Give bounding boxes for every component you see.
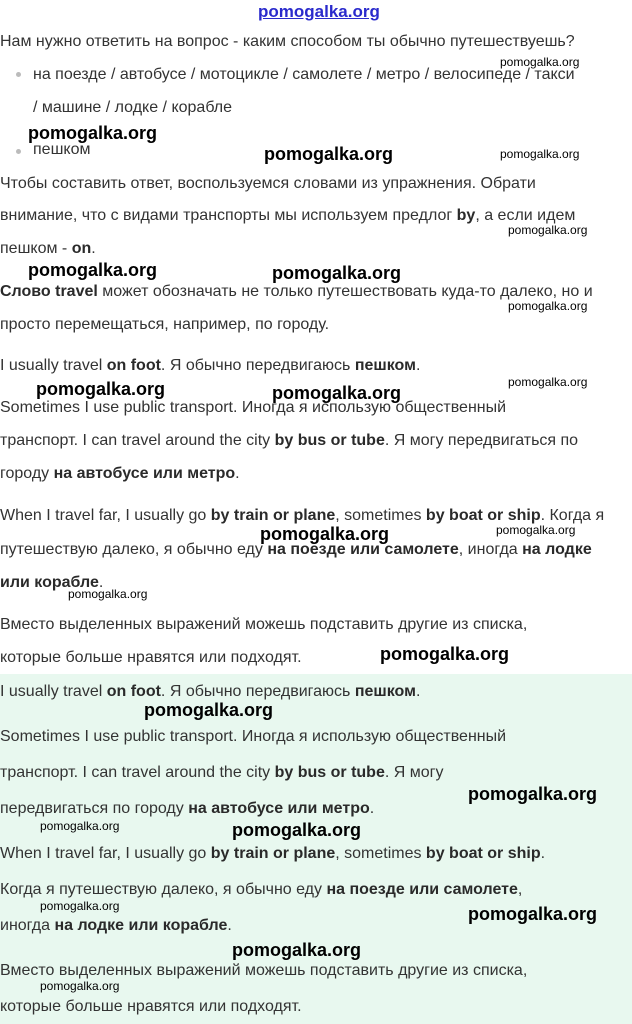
answer-line: Sometimes I use public transport. Иногда я использую общественный xyxy=(0,728,507,745)
site-link[interactable]: pomogalka.org xyxy=(258,2,380,21)
answer-note: Вместо выделенных выражений можешь подставить другие из списка, xyxy=(0,962,528,979)
answer-line: транспорт. I can travel around the city by bus or tube. Я могу xyxy=(0,764,444,781)
watermark-text: pomogalka.org xyxy=(68,587,148,601)
example-note: которые больше нравятся или подходят. xyxy=(0,649,302,666)
example-line: When I travel far, I usually go by train or plane, sometimes by boat or ship. Когда я xyxy=(0,507,605,524)
watermark-text: pomogalka.org xyxy=(264,144,394,164)
watermark-text: pomogalka.org xyxy=(500,55,580,69)
watermark-text: pomogalka.org xyxy=(468,784,598,804)
bullet-icon xyxy=(16,72,21,77)
watermark-text: pomogalka.org xyxy=(36,379,166,399)
watermark-text: pomogalka.org xyxy=(508,299,588,313)
watermark-text: pomogalka.org xyxy=(232,940,362,960)
example-line: или корабле. xyxy=(0,574,104,591)
watermark-text: pomogalka.org xyxy=(272,383,402,403)
explanation-line: пешком - on. xyxy=(0,240,96,257)
explanation-line: внимание, что с видами транспорты мы используем предлог by, а если идем xyxy=(0,207,576,224)
answer-line: I usually travel on foot. Я обычно передвигаюсь пешком. xyxy=(0,683,421,700)
question-text: Нам нужно ответить на вопрос - каким способом ты обычно путешествуешь? xyxy=(0,33,575,50)
answer-line: передвигаться по городу на автобусе или метро. xyxy=(0,800,375,817)
watermark-text: pomogalka.org xyxy=(508,375,588,389)
answer-line: Когда я путешествую далеко, я обычно еду на поезде или самолете, xyxy=(0,881,523,898)
example-line: I usually travel on foot. Я обычно передвигаюсь пешком. xyxy=(0,357,421,374)
example-line: Sometimes I use public transport. Иногда я использую общественный xyxy=(0,399,507,416)
option-item-transport: на поезде / автобусе / мотоцикле / самолете / метро / велосипеде / такси xyxy=(33,66,575,83)
watermark-text: pomogalka.org xyxy=(232,820,362,840)
watermark-text: pomogalka.org xyxy=(40,979,120,993)
watermark-text: pomogalka.org xyxy=(468,904,598,924)
answer-line: иногда на лодке или корабле. xyxy=(0,917,232,934)
answer-note: которые больше нравятся или подходят. xyxy=(0,998,302,1015)
explanation-line: Слово travel может обозначать не только путешествовать куда-то далеко, но и xyxy=(0,283,593,300)
watermark-text: pomogalka.org xyxy=(40,899,120,913)
example-line: путешествую далеко, я обычно еду на поезде или самолете, иногда на лодке xyxy=(0,541,592,558)
example-line: транспорт. I can travel around the city by bus or tube. Я могу передвигаться по xyxy=(0,432,579,449)
example-note: Вместо выделенных выражений можешь подставить другие из списка, xyxy=(0,616,528,633)
answer-line: When I travel far, I usually go by train or plane, sometimes by boat or ship. xyxy=(0,845,546,862)
watermark-text: pomogalka.org xyxy=(272,263,402,283)
watermark-text: pomogalka.org xyxy=(260,524,390,544)
watermark-text: pomogalka.org xyxy=(496,523,576,537)
watermark-text: pomogalka.org xyxy=(508,223,588,237)
watermark-text: pomogalka.org xyxy=(40,819,120,833)
option-item-transport-cont: / машине / лодке / корабле xyxy=(33,99,232,116)
watermark-text: pomogalka.org xyxy=(500,147,580,161)
option-item-walk: пешком xyxy=(33,141,91,158)
watermark-text: pomogalka.org xyxy=(380,644,510,664)
explanation-line: Чтобы составить ответ, воспользуемся словами из упражнения. Обрати xyxy=(0,175,536,192)
watermark-text: pomogalka.org xyxy=(28,260,158,280)
example-line: городу на автобусе или метро. xyxy=(0,465,240,482)
bullet-icon xyxy=(16,149,21,154)
watermark-text: pomogalka.org xyxy=(144,700,274,720)
explanation-line: просто перемещаться, например, по городу. xyxy=(0,316,330,333)
watermark-text: pomogalka.org xyxy=(28,123,158,143)
